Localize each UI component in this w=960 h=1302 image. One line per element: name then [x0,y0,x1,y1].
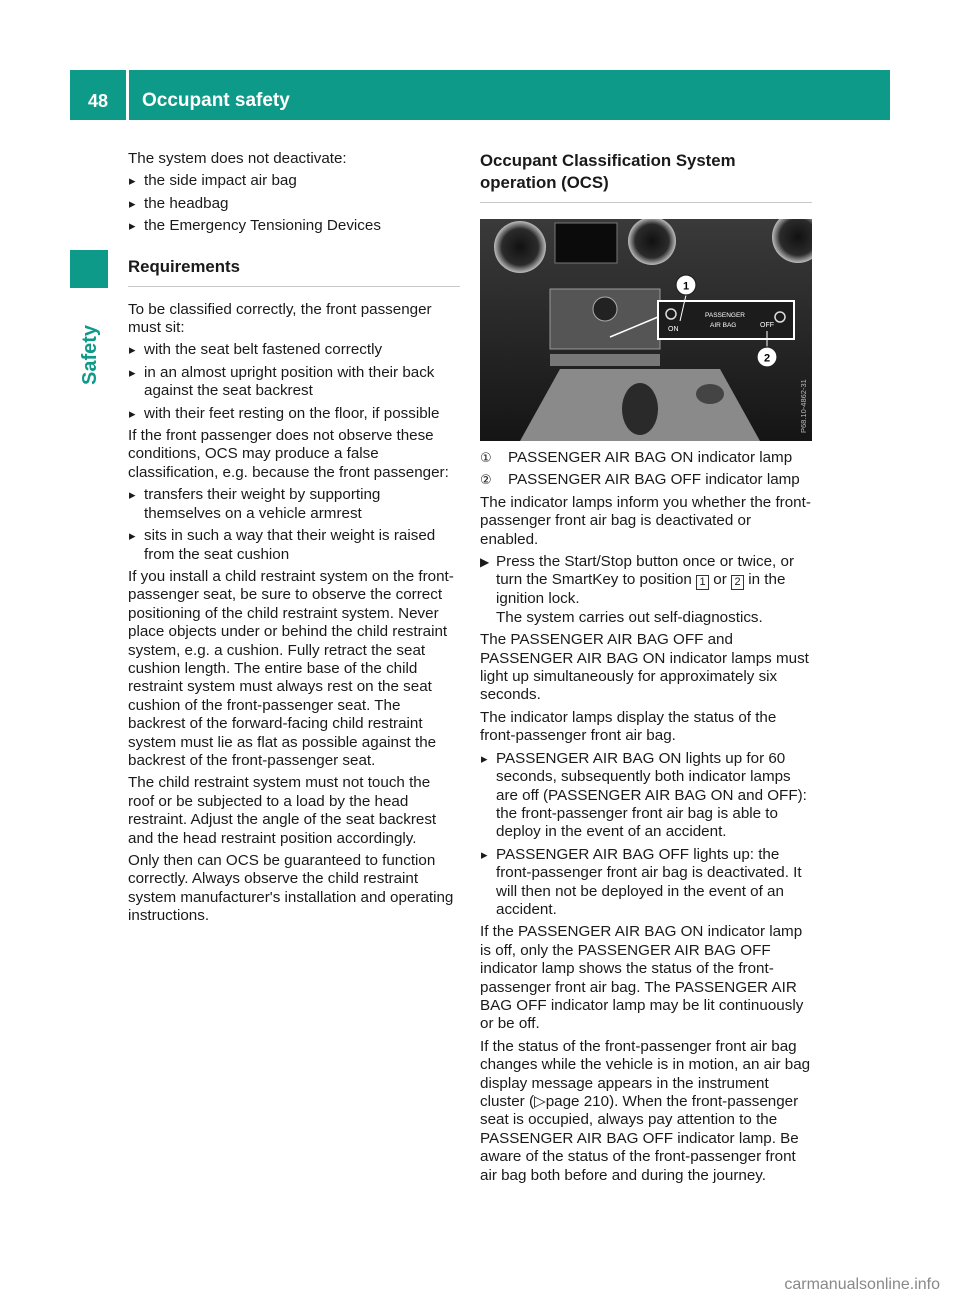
list-item: ▸ with their feet resting on the floor, if possible [128,405,460,423]
key-position-1: 1 [696,575,709,590]
list-item-text: PASSENGER AIR BAG ON lights up for 60 seconds, subsequently both indicator lamps are off (PASSENGER AIR BAG ON and OFF): the front-passenger front air bag is able to deploy in the event of an accident. [496,749,807,841]
page-reference-link[interactable]: page 210 [545,1093,610,1110]
page-title: Occupant safety [142,90,290,111]
requirements-heading: Requirements [128,256,460,287]
legend-row-2 [480,471,812,489]
legend-row-1 [480,449,812,467]
photo-code: P68.10-4862-31 [799,379,808,433]
header-bar [70,70,890,120]
list-item: ▸ sits in such a way that their weight is raised from the seat cushion [128,527,460,564]
paragraph-lamps-light: The PASSENGER AIR BAG OFF and PASSENGER AIR BAG ON indicator lamps must light up simultaneously for approximately six seconds. [480,631,809,704]
callout-1-label: 1 [682,280,690,293]
header-separator [126,70,129,120]
bullet-icon: ▸ [481,846,488,862]
list-item [480,750,812,842]
sit-list [128,341,460,423]
key-position-2: 2 [731,575,744,590]
paragraph-text: ). When the front-passenger seat is occupied, always pay attention to the PASSENGER AIR BAG OFF indicator lamp. Be aware of the status of the front-passenger front air bag both before and during the journey. [480,1093,799,1184]
paragraph-if-on-off: If the PASSENGER AIR BAG ON indicator lamp is off, only the PASSENGER AIR BAG OFF indicator lamp shows the status of the front-passenger front air bag. The PASSENGER AIR BAG OFF indicator lamp may be lit continuously or be off. [480,923,804,1033]
side-tab-marker [70,250,108,288]
page-number: 48 [87,91,109,111]
requirements-intro: To be classified correctly, the front passenger must sit: [128,300,432,337]
paragraph-display: The indicator lamps display the status of the front-passenger front air bag. [480,708,777,745]
legend-text: PASSENGER AIR BAG OFF indicator lamp [508,471,800,489]
paragraph-only-then: Only then can OCS be guaranteed to function correctly. Always observe the child restraint system manufacturer's installation and operating instructions. [128,852,454,925]
paragraph-roof: The child restraint system must not touch the roof or be subjected to a load by the head restraint. Adjust the angle of the seat backrest and the head restraint position accordingly. [128,774,437,847]
paragraph-text: If the status of the front-passenger front air bag changes while the vehicle is in motion, an air bag display message appears in the instrument cluster ( [480,1037,811,1110]
legend-number: ① [480,450,492,465]
list-item: ▸ the headbag [128,195,460,213]
paragraph-child-seat: If you install a child restraint system on the front-passenger seat, be sure to observe the correct positioning of the child restraint system. Never place objects under or behind the child restraint system, e.g. a cushion. Fully retract the seat cushion length. The entire base of the child restraint system must always rest on the seat cushion of the front-passenger seat. The backrest of the forward-facing child restraint system must lie as flat as possible against the backrest of the front-passenger seat. [128,567,454,769]
panel-on-label: ON [668,326,679,333]
paragraph-inform: The indicator lamps inform you whether the front-passenger front air bag is deactivated or enabled. [480,493,811,548]
legend-text: PASSENGER AIR BAG ON indicator lamp [508,449,793,466]
panel-line1: PASSENGER [705,312,745,319]
footer-watermark: carmanualsonline.info [784,1275,940,1293]
callout-2-label: 2 [763,352,771,365]
right-column [480,150,812,1189]
bullet-icon: ▸ [481,750,488,766]
instruction-step [480,553,812,627]
paragraph-status-change [480,1038,812,1185]
list-item: ▸ the Emergency Tensioning Devices [128,217,460,235]
legend-number: ② [480,472,492,488]
ocs-heading: Occupant Classification System operation (OCS) [480,150,812,203]
list-item: ▸ with the seat belt fastened correctly [128,341,460,359]
list-item [480,846,812,920]
false-classification-list [128,486,460,564]
side-tab-label: Safety [79,324,101,385]
intro-text: The system does not deactivate: [128,150,347,167]
list-item: ▸ the side impact air bag [128,172,460,190]
step-text: in the ignition lock. [496,571,786,608]
panel-off-label: OFF [760,322,774,329]
dashboard-illustration [480,219,812,441]
status-list [480,750,812,920]
deactivate-list [128,172,460,235]
left-column [128,150,460,930]
list-item: ▸ in an almost upright position with their back against the seat backrest [128,364,460,401]
step-result: The system carries out self-diagnostics. [496,608,763,626]
air-vent-icon [494,221,546,273]
page-ref-arrow-icon: ▷ [534,1093,546,1110]
step-text: Press the Start/Stop button once or twice, or turn the SmartKey to position [496,553,794,589]
air-vent-icon [628,219,676,265]
airbag-indicator-panel [658,301,794,339]
list-item-text: PASSENGER AIR BAG OFF lights up: the front-passenger front air bag is deactivated. It will then not be deployed in the event of an accident. [496,845,802,918]
panel-line2: AIR BAG [710,322,737,329]
paragraph-not-observe: If the front passenger does not observe these conditions, OCS may produce a false classification, e.g. because the front passenger: [128,427,449,481]
list-item: ▸ transfers their weight by supporting themselves on a vehicle armrest [128,486,460,523]
step-text: or [709,571,732,589]
step-arrow-icon: ▶ [480,555,490,570]
dashboard-photo [480,219,812,441]
